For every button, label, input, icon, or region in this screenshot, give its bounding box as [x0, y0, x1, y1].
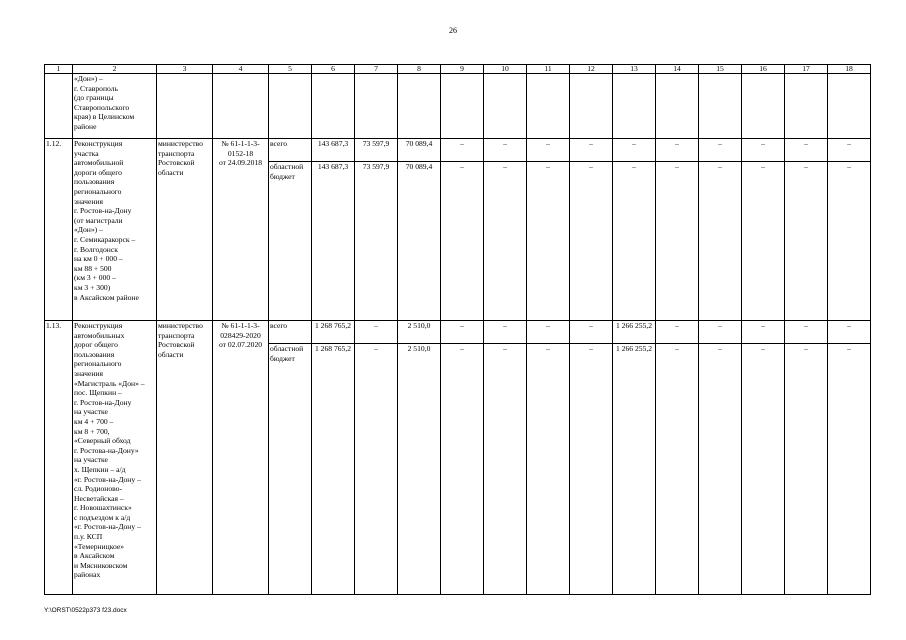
column-number-14: 14 — [656, 65, 699, 74]
value-col-15: – — [699, 139, 742, 162]
item-name-line: г. Волгодонск — [74, 244, 118, 254]
file-path-footer: Y:\ORST\0522p373 f23.docx — [44, 607, 127, 614]
funding-source-line: всего — [270, 321, 288, 330]
item-name-line: Реконструкция — [74, 321, 123, 330]
item-name-line: км 3 + 300) — [74, 282, 111, 292]
value-col-10: – — [484, 321, 527, 344]
value-col-7: 73 597,9 — [355, 139, 398, 162]
item-document-line: № 61-1-1-3- — [221, 139, 260, 148]
column-number-10: 10 — [484, 65, 527, 74]
value-col-16: – — [742, 321, 785, 344]
column-number-9: 9 — [441, 65, 484, 74]
value-col-11: – — [527, 162, 570, 321]
cell-col-14 — [656, 74, 699, 139]
value-col-8: 70 089,4 — [398, 162, 441, 321]
item-document-line: № 61-1-1-3- — [221, 321, 260, 330]
column-number-row — [45, 65, 871, 74]
item-name — [73, 139, 157, 321]
value-col-8: 70 089,4 — [398, 139, 441, 162]
cell-col-13 — [613, 74, 656, 139]
cell-name-line: Ставропольского — [74, 102, 130, 112]
table-row — [45, 139, 871, 162]
funding-source — [269, 162, 312, 321]
value-col-13: – — [613, 139, 656, 162]
item-number: 1.13. — [45, 321, 73, 595]
cell-col-18 — [828, 74, 871, 139]
value-col-16: – — [742, 139, 785, 162]
item-name-line: участка — [74, 148, 99, 158]
item-name-line: (км 3 + 000 – — [74, 273, 116, 283]
item-name-line: «г. Ростов-на-Дону – — [74, 474, 141, 484]
table-row — [45, 321, 871, 344]
cell-col-5 — [269, 74, 312, 139]
value-col-17: – — [785, 321, 828, 344]
item-name-line: сл. Родионово- — [74, 484, 123, 494]
item-name-line: г. Ростов-на-Дону — [74, 397, 132, 407]
item-name-line: Реконструкция — [74, 139, 123, 148]
value-col-14: – — [656, 321, 699, 344]
column-number-18: 18 — [828, 65, 871, 74]
cell-num — [45, 74, 73, 139]
value-col-9: – — [441, 321, 484, 344]
cell-name-line: «Дон») – — [74, 74, 103, 83]
item-executor-line: транспорта — [158, 330, 195, 340]
item-name-line: на участке — [74, 407, 108, 417]
column-number-7: 7 — [355, 65, 398, 74]
cell-col-8 — [398, 74, 441, 139]
value-col-16: – — [742, 162, 785, 321]
value-col-11: – — [527, 139, 570, 162]
value-col-7: 73 597,9 — [355, 162, 398, 321]
item-name-line: км 88 + 500 — [74, 263, 112, 273]
cell-col-6 — [312, 74, 355, 139]
item-name-line: «г. Ростов-на-Дону – — [74, 522, 141, 532]
item-executor-line: области — [158, 349, 184, 359]
item-name-line: км 4 + 700 – — [74, 416, 114, 426]
value-col-18: – — [828, 321, 871, 344]
cell-col-15 — [699, 74, 742, 139]
item-document-line: 0152-18 — [227, 148, 254, 158]
value-col-7: – — [355, 321, 398, 344]
value-col-9: – — [441, 344, 484, 595]
cell-col-3 — [157, 74, 213, 139]
column-number-5: 5 — [269, 65, 312, 74]
item-name-line: в Аксайском — [74, 551, 115, 561]
continuation-row — [45, 74, 871, 139]
cell-col-17 — [785, 74, 828, 139]
item-name-line: км 8 + 700, — [74, 426, 110, 436]
value-col-12: – — [570, 344, 613, 595]
value-col-6: 1 268 765,2 — [312, 344, 355, 595]
item-executor-line: Ростовской — [158, 340, 195, 350]
cell-name-line: края) в Целинском — [74, 112, 135, 122]
item-document-line: от 24.09.2018 — [218, 158, 263, 168]
cell-name-line: районе — [74, 121, 97, 131]
value-col-16: – — [742, 344, 785, 595]
item-name-line: г. Ростов-на-Дону — [74, 206, 132, 216]
item-name-line: регионального — [74, 186, 122, 196]
cell-col-11 — [527, 74, 570, 139]
value-col-14: – — [656, 162, 699, 321]
value-col-14: – — [656, 344, 699, 595]
item-name-line: дорог общего — [74, 340, 118, 350]
value-col-15: – — [699, 344, 742, 595]
funding-source — [269, 344, 312, 595]
funding-source-line: всего — [270, 139, 288, 148]
page-number: 26 — [449, 26, 457, 35]
item-name-line: в Аксайском районе — [74, 292, 139, 302]
cell-col-12 — [570, 74, 613, 139]
value-col-9: – — [441, 162, 484, 321]
item-name-line: значения — [74, 368, 103, 378]
item-name-line: «Магистраль «Дон» – — [74, 378, 145, 388]
value-col-12: – — [570, 139, 613, 162]
column-number-12: 12 — [570, 65, 613, 74]
column-number-4: 4 — [213, 65, 269, 74]
item-name-line: пользования — [74, 349, 115, 359]
column-number-6: 6 — [312, 65, 355, 74]
value-col-13: 1 266 255,2 — [613, 344, 656, 595]
cell-col-4 — [213, 74, 269, 139]
item-name-line: регионального — [74, 359, 122, 369]
item-document-line: от 02.07.2020 — [218, 340, 263, 350]
item-name-line: и Мясниковском — [74, 560, 128, 570]
value-col-17: – — [785, 162, 828, 321]
item-name — [73, 321, 157, 595]
item-name-line: «Северный обход — [74, 436, 131, 446]
item-document-line: 028429-2020 — [220, 330, 261, 340]
item-name-line: Несветайская – — [74, 493, 124, 503]
funding-source — [269, 321, 312, 344]
funding-source-line: бюджет — [270, 171, 295, 181]
item-document — [213, 321, 269, 595]
value-col-14: – — [656, 139, 699, 162]
value-col-10: – — [484, 139, 527, 162]
value-col-7: – — [355, 344, 398, 595]
column-number-11: 11 — [527, 65, 570, 74]
item-name-line: с подъездом к а/д — [74, 512, 131, 522]
item-name-line: х. Щепкин – а/д — [74, 464, 126, 474]
item-name-line: автомобильной — [74, 158, 124, 168]
column-number-1: 1 — [45, 65, 73, 74]
value-col-12: – — [570, 162, 613, 321]
column-number-17: 17 — [785, 65, 828, 74]
column-number-15: 15 — [699, 65, 742, 74]
value-col-6: 143 687,3 — [312, 139, 355, 162]
item-name-line: на км 0 + 000 – — [74, 254, 123, 264]
column-number-16: 16 — [742, 65, 785, 74]
funding-source-line: областной — [270, 162, 304, 171]
column-number-8: 8 — [398, 65, 441, 74]
item-executor-line: министерство — [158, 139, 203, 148]
item-executor-line: министерство — [158, 321, 203, 330]
item-name-line: пос. Щепкин – — [74, 388, 122, 398]
item-name-line: п.у. КСП — [74, 532, 103, 542]
item-name-line: г. Ростова-на-Дону» — [74, 445, 139, 455]
column-number-13: 13 — [613, 65, 656, 74]
cell-col-16 — [742, 74, 785, 139]
value-col-18: – — [828, 344, 871, 595]
value-col-15: – — [699, 321, 742, 344]
cell-col-9 — [441, 74, 484, 139]
value-col-11: – — [527, 344, 570, 595]
item-number: 1.12. — [45, 139, 73, 321]
value-col-18: – — [828, 139, 871, 162]
value-col-12: – — [570, 321, 613, 344]
value-col-18: – — [828, 162, 871, 321]
cell-col-10 — [484, 74, 527, 139]
item-name-line: дороги общего — [74, 167, 122, 177]
item-name-line: г. Новошахтинск» — [74, 503, 132, 513]
cell-name-line: г. Ставрополь — [74, 83, 118, 93]
item-document — [213, 139, 269, 321]
cell-name-line: (до границы — [74, 93, 114, 103]
document-table — [44, 64, 871, 595]
item-name-line: «Темерницкое» — [74, 541, 125, 551]
value-col-10: – — [484, 344, 527, 595]
item-name-line: районах — [74, 570, 101, 580]
item-name-line: значения — [74, 196, 103, 206]
value-col-17: – — [785, 139, 828, 162]
column-number-3: 3 — [157, 65, 213, 74]
item-name-line: на участке — [74, 455, 108, 465]
item-name-line: пользования — [74, 177, 115, 187]
funding-source — [269, 139, 312, 162]
value-col-15: – — [699, 162, 742, 321]
value-col-9: – — [441, 139, 484, 162]
value-col-8: 2 510,0 — [398, 321, 441, 344]
cell-col-7 — [355, 74, 398, 139]
value-col-6: 143 687,3 — [312, 162, 355, 321]
item-executor — [157, 139, 213, 321]
item-name-line: автомобильных — [74, 330, 125, 340]
funding-source-line: областной — [270, 344, 304, 353]
item-name-line: (от магистрали — [74, 215, 123, 225]
item-name-line: «Дон») – — [74, 225, 103, 235]
column-number-2: 2 — [73, 65, 157, 74]
value-col-17: – — [785, 344, 828, 595]
item-name-line: г. Семикаракорск – — [74, 234, 136, 244]
value-col-6: 1 268 765,2 — [312, 321, 355, 344]
value-col-13: 1 266 255,2 — [613, 321, 656, 344]
funding-source-line: бюджет — [270, 353, 295, 363]
item-executor-line: транспорта — [158, 148, 195, 158]
value-col-13: – — [613, 162, 656, 321]
value-col-11: – — [527, 321, 570, 344]
item-executor — [157, 321, 213, 595]
value-col-8: 2 510,0 — [398, 344, 441, 595]
item-executor-line: Ростовской — [158, 158, 195, 168]
value-col-10: – — [484, 162, 527, 321]
item-executor-line: области — [158, 167, 184, 177]
cell-name — [73, 74, 157, 139]
